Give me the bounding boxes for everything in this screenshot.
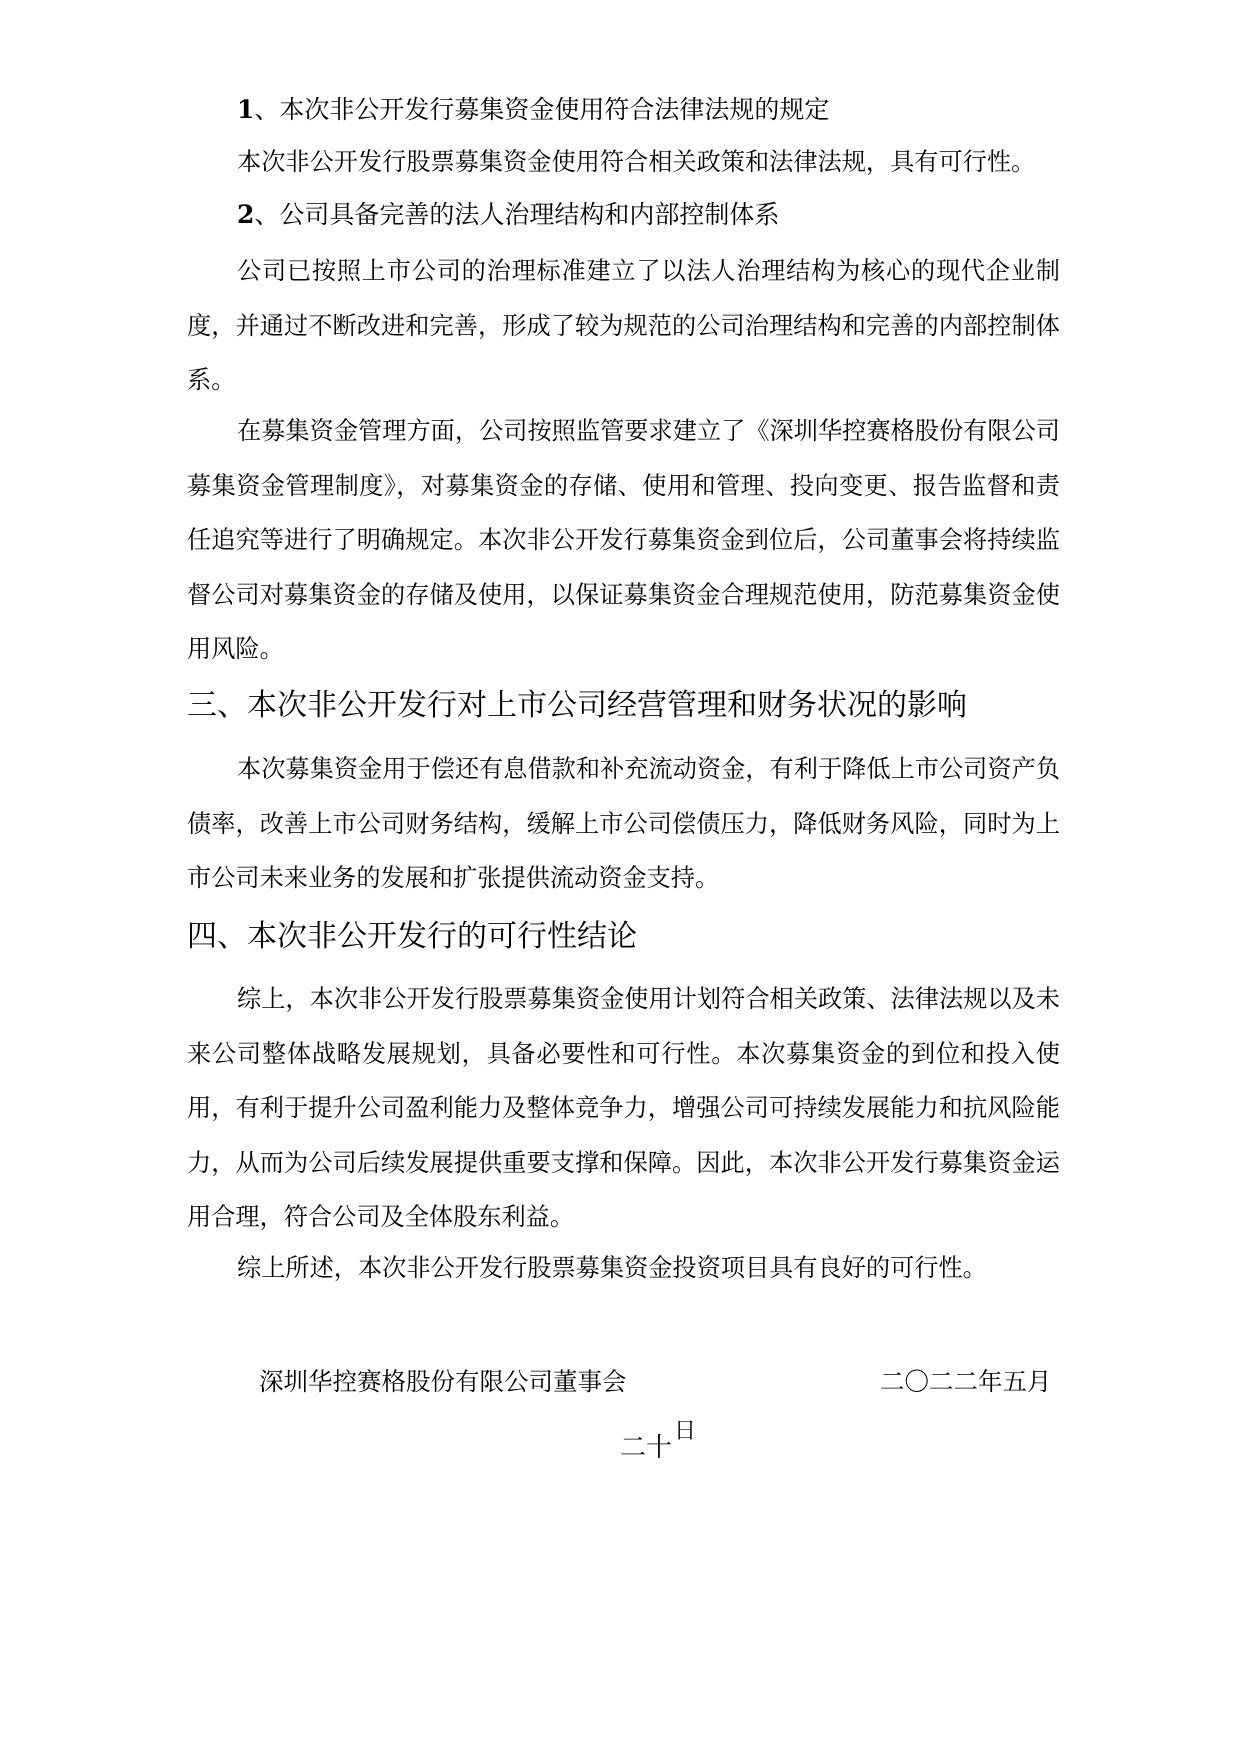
subsection-title: 、本次非公开发行募集资金使用符合法律法规的规定 — [254, 95, 830, 124]
subsection-heading-2 — [237, 200, 779, 230]
signature-day-suffix: 日 — [674, 1419, 697, 1444]
signature-organization: 深圳华控赛格股份有限公司董事会 — [259, 1367, 627, 1396]
subsection-number: 1 — [237, 95, 255, 124]
body-paragraph: 公司已按照上市公司的治理标准建立了以法人治理结构为核心的现代企业制度，并通过不断改进和完善，形成了较为规范的公司治理结构和完善的内部控制体系。 — [187, 257, 1060, 394]
subsection-title: 、公司具备完善的法人治理结构和内部控制体系 — [254, 200, 780, 229]
body-paragraph: 在募集资金管理方面，公司按照监管要求建立了《深圳华控赛格股份有限公司募集资金管理制度》，对募集资金的存储、使用和管理、投向变更、报告监督和责任追究等进行了明确规定。本次非公开发行募集资金到位后，公司董事会将持续监督公司对募集资金的存储及使用，以保证募集资金合理规范使用，防范募集资金使用风险。 — [187, 417, 1060, 663]
signature-day-number: 二十 — [620, 1433, 673, 1463]
signature-day — [620, 1419, 697, 1470]
section-heading-3: 三、本次非公开发行对上市公司经营管理和财务状况的影响 — [187, 688, 967, 723]
body-paragraph: 本次非公开发行股票募集资金使用符合相关政策和法律法规，具有可行性。 — [237, 148, 1036, 176]
body-paragraph: 综上，本次非公开发行股票募集资金使用计划符合相关政策、法律法规以及未来公司整体战略发展规划，具备必要性和可行性。本次募集资金的到位和投入使用，有利于提升公司盈利能力及整体竞争力，增强公司可持续发展能力和抗风险能力，从而为公司后续发展提供重要支撑和保障。因此，本次非公开发行募集资金运用合理，符合公司及全体股东利益。 — [187, 985, 1060, 1231]
body-paragraph: 本次募集资金用于偿还有息借款和补充流动资金，有利于降低上市公司资产负债率，改善上市公司财务结构，缓解上市公司偿债压力，降低财务风险，同时为上市公司未来业务的发展和扩张提供流动资金支持。 — [187, 755, 1060, 892]
subsection-number: 2 — [237, 200, 255, 229]
section-heading-4: 四、本次非公开发行的可行性结论 — [187, 919, 637, 954]
body-paragraph: 综上所述，本次非公开发行股票募集资金投资项目具有良好的可行性。 — [237, 1254, 987, 1282]
signature-date: 二〇二二年五月 — [880, 1367, 1052, 1396]
subsection-heading-1 — [237, 95, 829, 125]
